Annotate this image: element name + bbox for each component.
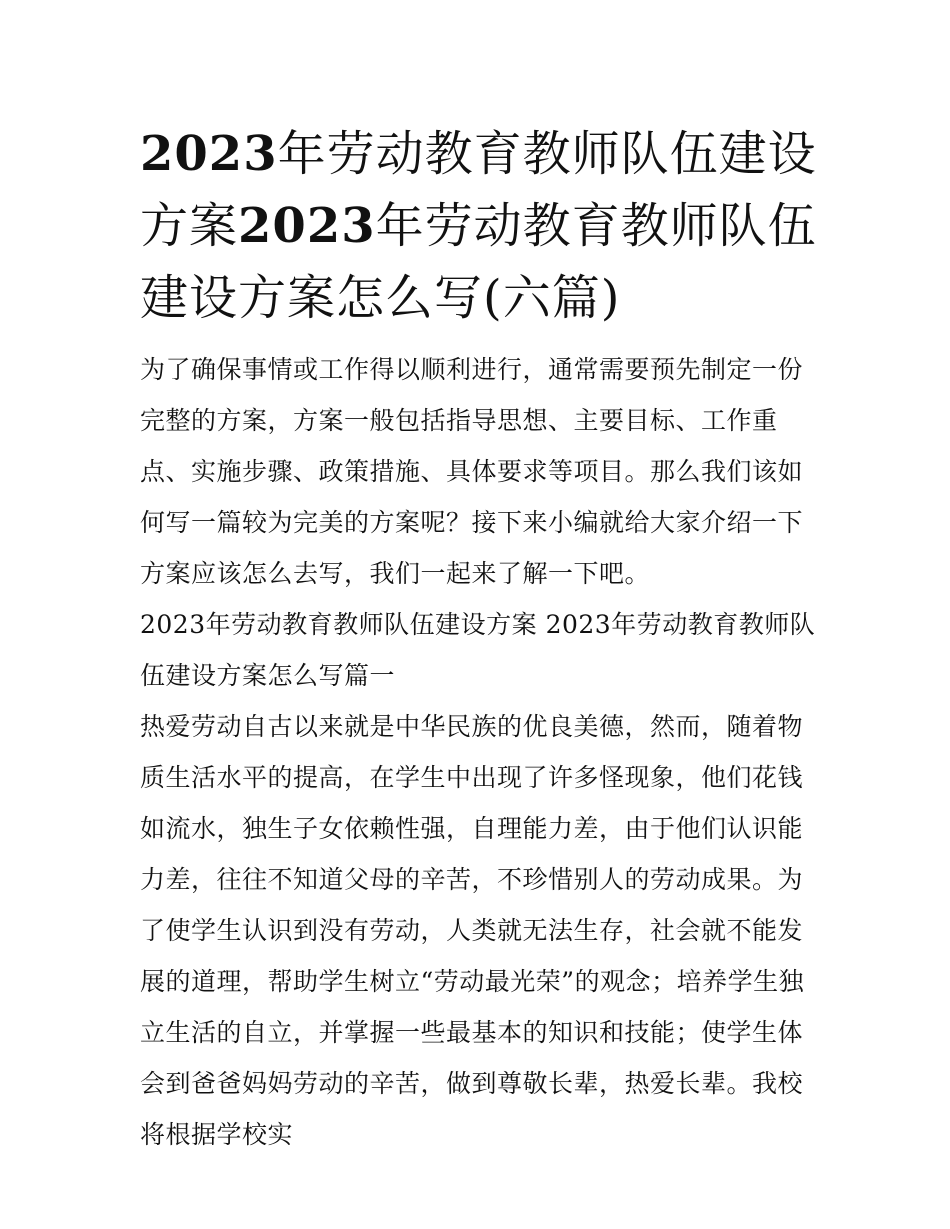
title-text-1: 年劳动教育教师队伍建设方案 [140, 126, 817, 254]
title-year-2: 2023 [238, 198, 376, 254]
section-body-paragraph: 热爱劳动自古以来就是中华民族的优良美德，然而，随着物质生活水平的提高，在学生中出现了许多怪现象，他们花钱如流水，独生子女依赖性强，自理能力差，由于他们认识能力差，往往不知道父母的辛苦，不珍惜别人的劳动成果。为了使学生认识到没有劳动，人类就无法生存，社会就不能发展的道理，帮助学生树立“劳动最光荣”的观念；培养学生独立生活的自立，并掌握一些最基本的知识和技能；使学生体会到爸爸妈妈劳动的辛苦，做到尊敬长辈，热爱长辈。我校将根据学校实 [140, 712, 805, 1149]
intro-paragraph: 为了确保事情或工作得以顺利进行，通常需要预先制定一份完整的方案，方案一般包括指导思想、主要目标、工作重点、实施步骤、政策措施、具体要求等项目。那么我们该如何写一篇较为完美的方案呢？接下来小编就给大家介绍一下方案应该怎么去写，我们一起来了解一下吧。 [140, 355, 804, 588]
title-year-1: 2023 [140, 126, 278, 182]
title-text-2: 年劳动教育教师队伍建设方案怎么写(六篇) [140, 198, 817, 326]
document-title [140, 118, 820, 334]
section-heading: 2023年劳动教育教师队伍建设方案 2023年劳动教育教师队伍建设方案怎么写篇一 [140, 610, 816, 690]
document-page [140, 118, 820, 1160]
